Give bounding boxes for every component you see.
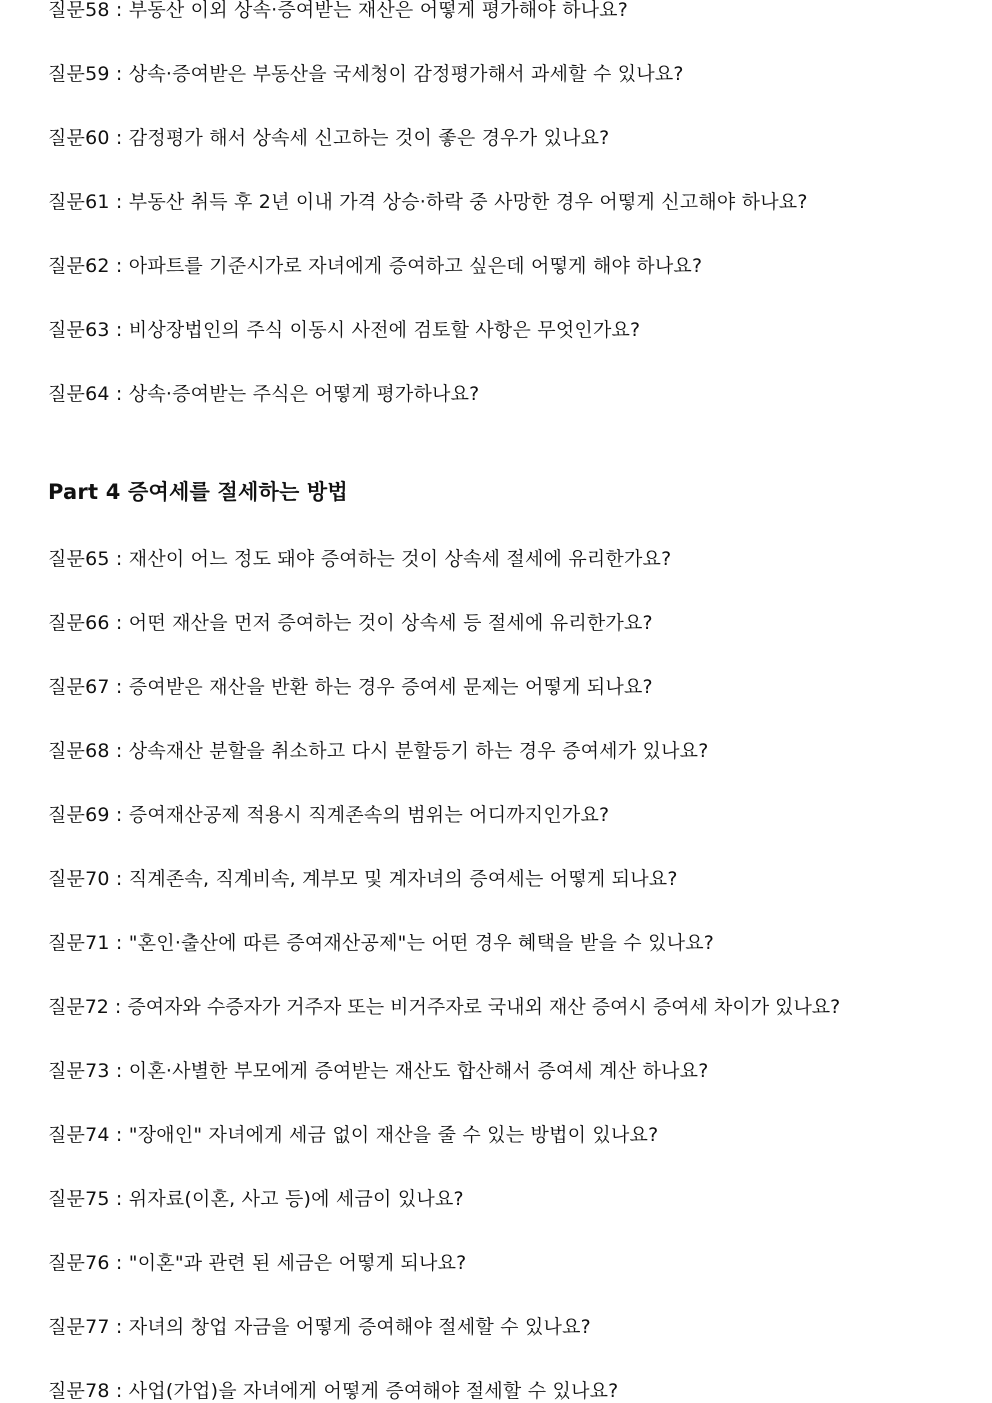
question-73: 질문73 : 이혼·사별한 부모에게 증여받는 재산도 합산해서 증여세 계산 하나요? (48, 1060, 709, 1082)
question-66: 질문66 : 어떤 재산을 먼저 증여하는 것이 상속세 등 절세에 유리한가요? (48, 612, 653, 634)
question-67: 질문67 : 증여받은 재산을 반환 하는 경우 증여세 문제는 어떻게 되나요? (48, 676, 653, 698)
question-74: 질문74 : "장애인" 자녀에게 세금 없이 재산을 줄 수 있는 방법이 있나요? (48, 1124, 659, 1146)
question-69: 질문69 : 증여재산공제 적용시 직계존속의 범위는 어디까지인가요? (48, 804, 610, 826)
question-64: 질문64 : 상속·증여받는 주식은 어떻게 평가하나요? (48, 383, 480, 405)
question-61: 질문61 : 부동산 취득 후 2년 이내 가격 상승·하락 중 사망한 경우 어떻게 신고해야 하나요? (48, 191, 808, 213)
question-58: 질문58 : 부동산 이외 상속·증여받는 재산은 어떻게 평가해야 하나요? (48, 0, 629, 21)
question-77: 질문77 : 자녀의 창업 자금을 어떻게 증여해야 절세할 수 있나요? (48, 1316, 591, 1338)
question-68: 질문68 : 상속재산 분할을 취소하고 다시 분할등기 하는 경우 증여세가 있나요? (48, 740, 709, 762)
question-59: 질문59 : 상속·증여받은 부동산을 국세청이 감정평가해서 과세할 수 있나요? (48, 63, 684, 85)
question-60: 질문60 : 감정평가 해서 상속세 신고하는 것이 좋은 경우가 있나요? (48, 127, 610, 149)
question-75: 질문75 : 위자료(이혼, 사고 등)에 세금이 있나요? (48, 1188, 464, 1210)
question-72: 질문72 : 증여자와 수증자가 거주자 또는 비거주자로 국내외 재산 증여시 증여세 차이가 있나요? (48, 996, 841, 1018)
question-78: 질문78 : 사업(가업)을 자녀에게 어떻게 증여해야 절세할 수 있나요? (48, 1380, 619, 1402)
question-71: 질문71 : "혼인·출산에 따른 증여재산공제"는 어떤 경우 혜택을 받을 수 있나요? (48, 932, 715, 954)
question-62: 질문62 : 아파트를 기준시가로 자녀에게 증여하고 싶은데 어떻게 해야 하나요? (48, 255, 703, 277)
question-65: 질문65 : 재산이 어느 정도 돼야 증여하는 것이 상속세 절세에 유리한가요? (48, 548, 672, 570)
part-4-heading: Part 4 증여세를 절세하는 방법 (48, 480, 348, 504)
question-70: 질문70 : 직계존속, 직계비속, 계부모 및 계자녀의 증여세는 어떻게 되나요? (48, 868, 678, 890)
question-63: 질문63 : 비상장법인의 주식 이동시 사전에 검토할 사항은 무엇인가요? (48, 319, 641, 341)
question-76: 질문76 : "이혼"과 관련 된 세금은 어떻게 되나요? (48, 1252, 467, 1274)
